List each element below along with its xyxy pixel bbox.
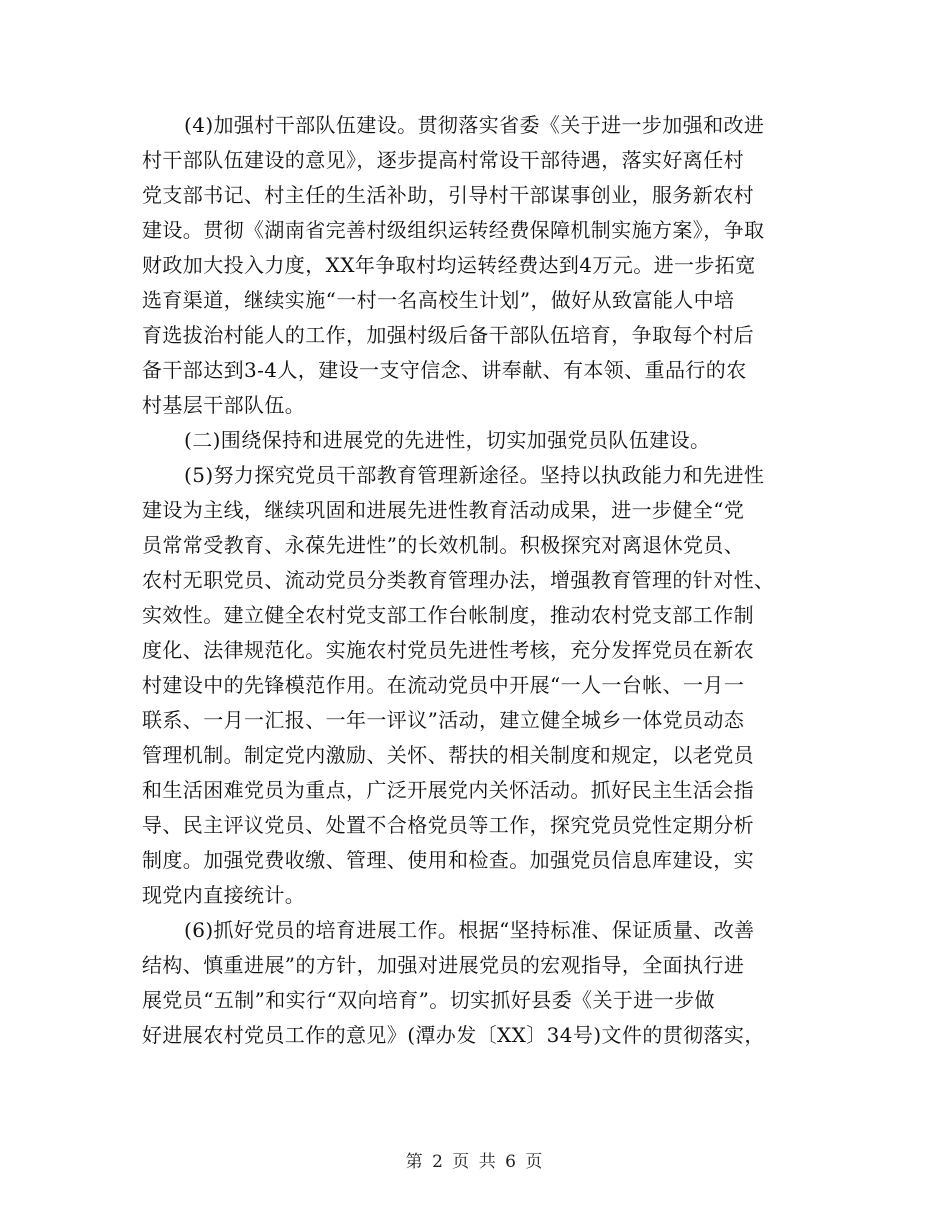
paragraph-line: 好进展农村党员工作的意见》(潭办发〔XX〕34号)文件的贯彻落实， (142, 1023, 765, 1047)
paragraph-line: 村基层干部队伍。 (142, 393, 306, 417)
paragraph-line: 建设。贯彻《湖南省完善村级组织运转经费保障机制实施方案》，争取 (142, 218, 765, 242)
paragraph-line: 联系、一月一汇报、一年一评议”活动，建立健全城乡一体党员动态 (142, 708, 745, 732)
page-footer: 第 2 页 共 6 页 (405, 1152, 545, 1172)
paragraph-line: (6)抓好党员的培育进展工作。根据“坚持标准、保证质量、改善 (184, 918, 755, 942)
paragraph-line: 村建设中的先锋模范作用。在流动党员中开展“一人一台帐、一月一 (142, 673, 745, 697)
paragraph-line: 度化、法律规范化。实施农村党员先进性考核，充分发挥党员在新农 (142, 638, 754, 662)
paragraph-line: 现党内直接统计。 (142, 883, 306, 907)
paragraph-line: 实效性。建立健全农村党支部工作台帐制度，推动农村党支部工作制 (142, 603, 754, 627)
paragraph-line: (4)加强村干部队伍建设。贯彻落实省委《关于进一步加强和改进 (184, 113, 765, 137)
paragraph-line: 财政加大投入力度，XX年争取村均运转经费达到4万元。进一步拓宽 (142, 253, 756, 277)
paragraph-line: 结构、慎重进展”的方针，加强对进展党员的宏观指导，全面执行进 (142, 953, 745, 977)
paragraph-line: 建设为主线，继续巩固和进展先进性教育活动成果，进一步健全“党 (142, 498, 745, 522)
paragraph-line: 管理机制。制定党内激励、关怀、帮扶的相关制度和规定，以老党员 (142, 743, 754, 767)
paragraph-line: 和生活困难党员为重点，广泛开展党内关怀活动。抓好民主生活会指 (142, 778, 754, 802)
paragraph-line: 展党员“五制”和实行“双向培育”。切实抓好县委《关于进一步做 (142, 988, 715, 1012)
document-body (142, 108, 810, 1053)
paragraph-line: 育选拔治村能人的工作，加强村级后备干部队伍培育，争取每个村后 (142, 323, 754, 347)
section-heading: (二)围绕保持和进展党的先进性，切实加强党员队伍建设。 (184, 428, 711, 452)
paragraph-line: 选育渠道，继续实施“一村一名高校生计划”，做好从致富能人中培 (142, 288, 735, 312)
paragraph-line: 员常常受教育、永葆先进性”的长效机制。积极探究对离退休党员、 (142, 533, 745, 557)
paragraph-line: 导、民主评议党员、处置不合格党员等工作，探究党员党性定期分析 (142, 813, 754, 837)
paragraph-line: 村干部队伍建设的意见》，逐步提高村常设干部待遇，落实好离任村 (142, 148, 744, 172)
paragraph-line: 备干部达到3-4人，建设一支守信念、讲奉献、有本领、重品行的农 (142, 358, 747, 382)
paragraph-line: 党支部书记、村主任的生活补助，引导村干部谋事创业，服务新农村 (142, 183, 754, 207)
paragraph-line: (5)努力探究党员干部教育管理新途径。坚持以执政能力和先进性 (184, 463, 765, 487)
paragraph-line: 农村无职党员、流动党员分类教育管理办法，增强教育管理的针对性、 (142, 568, 775, 592)
paragraph-line: 制度。加强党费收缴、管理、使用和检查。加强党员信息库建设，实 (142, 848, 754, 872)
